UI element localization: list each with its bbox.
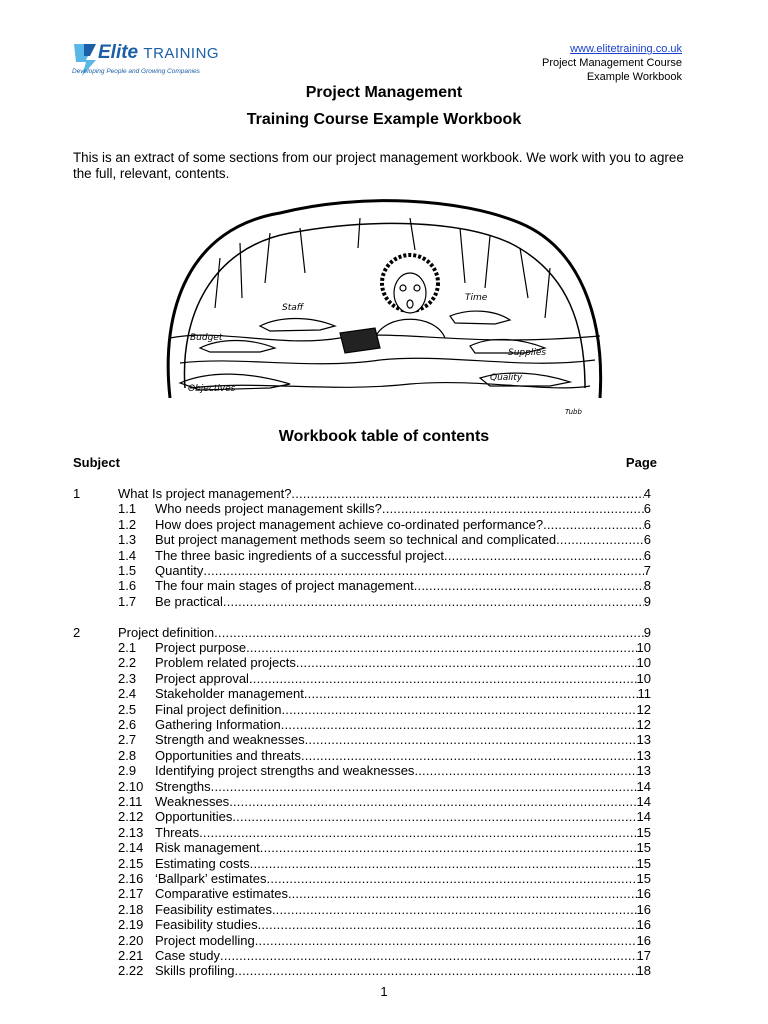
toc-column-subject: Subject — [73, 455, 120, 470]
toc-dot-leader — [258, 917, 637, 932]
toc-entry-number: 2.1 — [118, 640, 137, 655]
toc-subentry[interactable] — [73, 671, 651, 686]
toc-entry-number: 1.6 — [118, 578, 137, 594]
toc-entry-title: Skills profiling — [155, 963, 235, 979]
label-quality: Quality — [490, 373, 523, 383]
toc-subentry[interactable] — [73, 548, 651, 563]
toc-entry-page: 14 — [636, 809, 651, 825]
toc-subentry[interactable] — [73, 779, 651, 794]
toc-dot-leader — [414, 763, 636, 778]
toc-entry-number: 2.9 — [118, 763, 137, 779]
cave-arch — [168, 201, 600, 398]
toc-entry-number: 2.6 — [118, 717, 137, 732]
label-budget: Budget — [190, 333, 223, 343]
toc-entry-page: 11 — [637, 686, 651, 702]
toc-dot-leader — [304, 686, 638, 701]
toc-entry-page: 15 — [636, 824, 651, 840]
toc-dot-leader — [292, 886, 637, 901]
toc-dot-leader — [267, 871, 637, 886]
toc-entry-number: 2.11 — [118, 794, 143, 809]
toc-entry-number: 2.8 — [118, 747, 137, 763]
toc-dot-leader — [296, 655, 637, 670]
toc-subentry[interactable] — [73, 917, 651, 932]
toc-entry-number: 2.12 — [118, 809, 144, 825]
toc-dot-leader — [234, 963, 636, 978]
toc-entry-title: Strength and weaknesses — [155, 732, 305, 748]
logo-name-suffix: TRAINING — [143, 45, 220, 62]
toc-entry-title: Threats — [155, 824, 200, 840]
toc-entry-title: Project modelling — [155, 932, 255, 948]
toc-entry-title: Final project definition — [155, 701, 282, 717]
intro-paragraph: This is an extract of some sections from our project management workbook. We work with you to agree the full, relevant, contents. — [73, 150, 684, 181]
toc-entry-page: 10 — [636, 640, 651, 655]
toc-entry-title: How does project management achieve co-ordinated performance? — [155, 516, 544, 532]
toc-entry-title: The four main stages of project management — [155, 578, 414, 594]
toc-entry-page: 12 — [636, 717, 651, 732]
toc-entry-title: Feasibility estimates. — [155, 901, 276, 917]
label-time: Time — [465, 293, 488, 303]
toc-entry-title: Comparative estimates. — [155, 886, 292, 902]
toc-entry-page: 10 — [636, 670, 651, 686]
toc-column-page: Page — [625, 455, 657, 470]
logo-tagline: Developing People and Growing Companies — [72, 68, 200, 75]
toc-subentry[interactable] — [73, 717, 651, 732]
toc-entry-number: 2.19 — [118, 917, 144, 933]
toc-entry-page: 8 — [643, 578, 651, 594]
toc-section-entry[interactable] — [73, 625, 651, 640]
crocodile-time — [450, 311, 510, 324]
toc-entry-number: 2.4 — [118, 686, 137, 702]
toc-entry-number: 2.17 — [118, 886, 144, 902]
toc-entry-number: 1 — [73, 486, 81, 501]
page-title: Project Management — [305, 84, 463, 101]
toc-entry-number: 1.5 — [118, 563, 137, 578]
toc-subentry[interactable] — [73, 886, 651, 901]
toc-dot-leader — [382, 501, 644, 516]
toc-dot-leader — [223, 594, 644, 609]
toc-subentry[interactable] — [73, 809, 651, 824]
toc-entry-title: Identifying project strengths and weaknesses — [155, 763, 415, 779]
toc-entry-page: 16 — [636, 886, 651, 902]
toc-entry-number: 1.7 — [118, 593, 137, 609]
toc-entry-number: 2.15 — [118, 855, 144, 871]
toc-subentry[interactable] — [73, 686, 651, 701]
label-supplies: Supplies — [508, 348, 547, 358]
toc-entry-page: 6 — [643, 532, 651, 548]
toc-entry-number: 2.16 — [118, 871, 144, 886]
toc-subentry[interactable] — [73, 517, 651, 532]
toc-subentry[interactable] — [73, 732, 651, 747]
toc-entry-number: 1.1 — [118, 501, 137, 517]
toc-dot-leader — [211, 779, 637, 794]
toc-entry-page: 14 — [636, 794, 651, 809]
toc-entry-number: 1.3 — [118, 532, 137, 548]
artist-signature: Tubb — [565, 408, 582, 416]
toc-entry-number: 2.20 — [118, 932, 144, 948]
toc-dot-leader — [203, 563, 643, 578]
toc-entry-page: 16 — [636, 932, 651, 948]
header-workbook: Example Workbook — [586, 71, 682, 83]
toc-entry-title: The three basic ingredients of a successful project — [155, 547, 445, 563]
toc-entry-title: Gathering Information — [155, 717, 281, 732]
toc-entry-title: But project management methods seem so technical and complicated — [155, 532, 557, 548]
toc-dot-leader — [305, 732, 637, 747]
toc-entry-title: ‘Ballpark’ estimates — [155, 871, 267, 886]
toc-entry-number: 2.22 — [118, 963, 144, 979]
toc-dot-leader — [229, 794, 636, 809]
toc-entry-page: 18 — [636, 963, 651, 979]
toc-dot-leader — [281, 717, 637, 732]
toc-subentry[interactable] — [73, 640, 651, 655]
toc-subentry[interactable] — [73, 702, 651, 717]
toc-dot-leader — [214, 625, 644, 640]
toc-entry-title: Estimating costs — [155, 855, 250, 871]
toc-entry-page: 4 — [643, 486, 651, 501]
toc-entry-number: 2.21 — [118, 948, 144, 963]
label-staff: Staff — [282, 303, 304, 313]
toc-subentry[interactable] — [73, 563, 651, 578]
toc-entry-number: 1.2 — [118, 516, 137, 532]
toc-subentry[interactable] — [73, 933, 651, 948]
toc-entry-page: 6 — [643, 516, 651, 532]
toc-entry-number: 2.10 — [118, 778, 144, 794]
toc-entry-title: Be practical — [155, 593, 223, 609]
toc-dot-leader — [250, 856, 637, 871]
toc-entry-title: Case study — [155, 948, 221, 963]
toc-entry-page: 15 — [636, 840, 651, 856]
toc-subentry[interactable] — [73, 794, 651, 809]
toc-dot-leader — [249, 671, 637, 686]
toc-entry-title: Quantity — [155, 563, 204, 578]
toc-entry-title: Project approval — [155, 670, 249, 686]
toc-entry-title: Problem related projects — [155, 655, 296, 671]
toc-entry-title: Opportunities — [155, 809, 233, 825]
toc-entry-number: 2.13 — [118, 824, 144, 840]
toc-entry-page: 13 — [636, 747, 651, 763]
toc-entry-title: Project definition — [118, 624, 215, 640]
toc-entry-page: 6 — [643, 547, 651, 563]
toc-entry-title: Who needs project management skills? — [155, 501, 382, 517]
toc-subentry[interactable] — [73, 501, 651, 516]
cartoon-illustration — [160, 188, 610, 420]
toc-subentry[interactable] — [73, 948, 651, 963]
toc-entry-title: Weaknesses — [155, 794, 230, 809]
page-number: 1 — [380, 984, 388, 999]
page-header — [542, 42, 682, 84]
toc-dot-leader — [220, 948, 636, 963]
toc-entry-number: 2.18 — [118, 901, 144, 917]
person-face — [394, 273, 426, 313]
toc-entry-number: 2.3 — [118, 670, 137, 686]
logo-name: Elite — [98, 42, 139, 63]
toc-subentry[interactable] — [73, 856, 651, 871]
toc-entry-number: 2 — [73, 624, 81, 640]
toc-dot-leader — [260, 840, 637, 855]
website-link[interactable]: www.elitetraining.co.uk — [570, 43, 682, 55]
toc-dot-leader — [232, 809, 636, 824]
toc-entry-title: Stakeholder management — [155, 686, 304, 702]
toc-subentry[interactable] — [73, 532, 651, 547]
toc-entry-page: 16 — [636, 917, 651, 933]
toc-entry-page: 7 — [643, 563, 651, 578]
toc-subentry[interactable] — [73, 840, 651, 855]
toc-dot-leader — [199, 825, 636, 840]
toc-entry-page: 9 — [643, 593, 651, 609]
toc-dot-leader — [301, 748, 637, 763]
toc-entry-title: Opportunities and threats — [155, 747, 301, 763]
toc-subentry[interactable] — [73, 594, 651, 609]
toc-subentry[interactable] — [73, 655, 651, 670]
toc-entry-title: Project purpose — [155, 640, 247, 655]
page-subtitle: Training Course Example Workbook — [246, 111, 522, 128]
toc-title: Workbook table of contents — [278, 428, 490, 445]
toc-entry-title: Feasibility studies — [155, 917, 258, 933]
toc-dot-leader — [556, 532, 644, 547]
logo-bolt-shade — [84, 44, 96, 56]
toc-entry-title: Risk management — [155, 840, 260, 856]
toc-subentry[interactable] — [73, 578, 651, 593]
logo-wordmark — [98, 42, 219, 64]
toc-dot-leader — [414, 578, 644, 593]
toc-entry-page: 12 — [636, 701, 651, 717]
toc-section-entry[interactable] — [73, 486, 651, 501]
toc-dot-leader — [291, 486, 643, 501]
toc-dot-leader — [444, 548, 644, 563]
toc-subentry[interactable] — [73, 902, 651, 917]
toc-entry-title: Strengths — [155, 778, 211, 794]
toc-entry-page: 9 — [643, 624, 651, 640]
toc-entry-page: 17 — [636, 948, 651, 963]
toc-dot-leader — [246, 640, 636, 655]
toc-entry-number: 2.7 — [118, 732, 137, 748]
toc-entry-page: 14 — [636, 778, 651, 794]
header-course: Project Management Course — [541, 57, 682, 69]
toc-entry-number: 1.4 — [118, 547, 137, 563]
toc-subentry[interactable] — [73, 871, 651, 886]
toc-dot-leader — [281, 702, 636, 717]
label-objectives: Objectives — [188, 384, 236, 394]
toc-subentry[interactable] — [73, 748, 651, 763]
toc-entry-title: What Is project management? — [118, 486, 292, 501]
toc-entry-number: 2.2 — [118, 655, 137, 671]
toc-entry-page: 13 — [636, 763, 651, 779]
crocodile-staff — [260, 319, 335, 332]
toc-entry-page: 16 — [636, 901, 651, 917]
briefcase — [340, 328, 380, 353]
toc-entry-page: 15 — [636, 871, 651, 886]
toc-dot-leader — [543, 517, 644, 532]
toc-entry-page: 15 — [636, 855, 651, 871]
toc-entry-number: 2.5 — [118, 701, 137, 717]
toc-entry-number: 2.14 — [118, 840, 144, 856]
toc-dot-leader — [255, 933, 637, 948]
toc-entry-page: 6 — [643, 501, 651, 517]
toc-entry-page: 13 — [636, 732, 651, 748]
toc-subentry[interactable] — [73, 763, 651, 778]
toc-dot-leader — [276, 902, 637, 917]
toc-subentry[interactable] — [73, 963, 651, 978]
toc-entry-page: 10 — [636, 655, 651, 671]
toc-subentry[interactable] — [73, 825, 651, 840]
